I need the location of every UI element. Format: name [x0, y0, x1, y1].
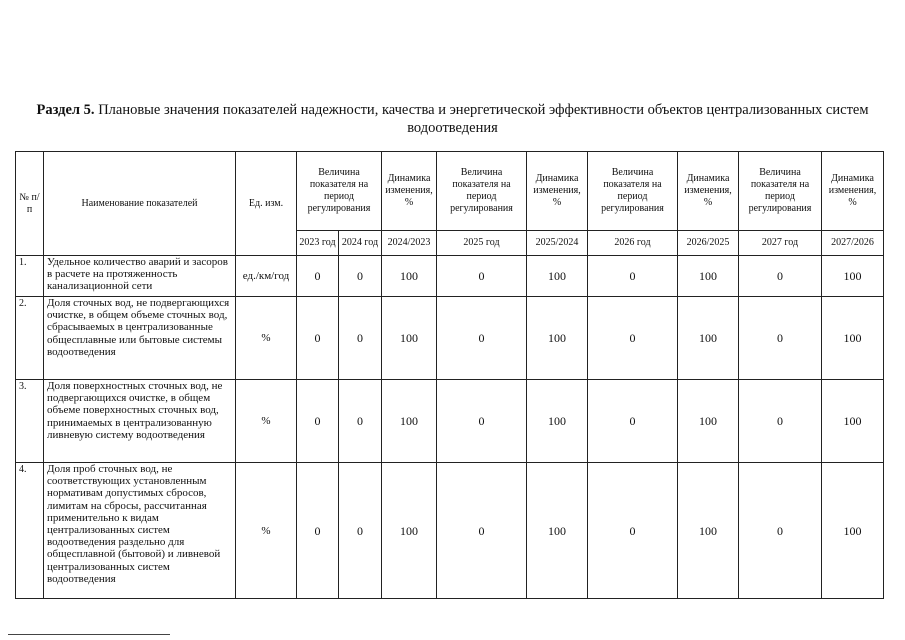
cell-2024-2023: 100	[382, 463, 437, 599]
cell-2025: 0	[437, 380, 527, 463]
cell-2024-2023: 100	[382, 256, 437, 297]
header-value-period-4: Величина показателя на период регулирования	[739, 152, 822, 231]
cell-2023: 0	[297, 256, 339, 297]
row-name: Удельное количество аварий и засоров в расчете на протяженность канализационной сети	[44, 256, 236, 297]
cell-2027-2026: 100	[822, 297, 884, 380]
cell-2024: 0	[339, 297, 382, 380]
cell-2023: 0	[297, 297, 339, 380]
cell-2026-2025: 100	[678, 256, 739, 297]
cell-2023: 0	[297, 380, 339, 463]
row-num: 2.	[16, 297, 44, 380]
header-unit: Ед. изм.	[236, 152, 297, 256]
cell-2026-2025: 100	[678, 380, 739, 463]
cell-2027: 0	[739, 256, 822, 297]
cell-2023: 0	[297, 463, 339, 599]
section-title-label: Раздел 5.	[36, 102, 95, 118]
row-name: Доля проб сточных вод, не соответствующих установленным нормативам допустимых сбросов, лимитам на сбросы, рассчитанная применительно к видам централизованных систем водоотведения раздельно для общесплавной (бытовой) и ливневой централизованных систем водоотведения	[44, 463, 236, 599]
subheader-2026: 2026 год	[588, 231, 678, 256]
section-title-text: Плановые значения показателей надежности, качества и энергетической эффективности объектов централизованных систем водоотведения	[94, 102, 869, 136]
cell-2027: 0	[739, 463, 822, 599]
row-name: Доля поверхностных сточных вод, не подвергающихся очистке, в общем объеме поверхностных сточных вод, принимаемых в централизованную ливневую систему водоотведения	[44, 380, 236, 463]
cell-2027-2026: 100	[822, 463, 884, 599]
subheader-2025-2024: 2025/2024	[527, 231, 588, 256]
row-num: 1.	[16, 256, 44, 297]
cell-2024-2023: 100	[382, 297, 437, 380]
header-dynamics-4: Динамика изменения, %	[822, 152, 884, 231]
cell-2025: 0	[437, 297, 527, 380]
header-value-period-3: Величина показателя на период регулирования	[588, 152, 678, 231]
cell-2025-2024: 100	[527, 256, 588, 297]
subheader-2026-2025: 2026/2025	[678, 231, 739, 256]
header-dynamics-1: Динамика изменения, %	[382, 152, 437, 231]
subheader-2025: 2025 год	[437, 231, 527, 256]
cell-2024: 0	[339, 380, 382, 463]
cell-2026: 0	[588, 463, 678, 599]
header-num: № п/п	[16, 152, 44, 256]
subheader-2024: 2024 год	[339, 231, 382, 256]
cell-2027: 0	[739, 297, 822, 380]
row-num: 3.	[16, 380, 44, 463]
header-dynamics-3: Динамика изменения, %	[678, 152, 739, 231]
subheader-2024-2023: 2024/2023	[382, 231, 437, 256]
row-unit: %	[236, 463, 297, 599]
cell-2026-2025: 100	[678, 463, 739, 599]
table-row	[16, 297, 884, 380]
cell-2024-2023: 100	[382, 380, 437, 463]
header-dynamics-2: Динамика изменения, %	[527, 152, 588, 231]
cell-2027: 0	[739, 380, 822, 463]
table-row	[16, 463, 884, 599]
table-header-row	[16, 152, 884, 231]
row-name: Доля сточных вод, не подвергающихся очистке, в общем объеме сточных вод, сбрасываемых в централизованные общесплавные или бытовые системы водоотведения	[44, 297, 236, 380]
row-unit: %	[236, 297, 297, 380]
cell-2026: 0	[588, 380, 678, 463]
subheader-2027: 2027 год	[739, 231, 822, 256]
subheader-2023: 2023 год	[297, 231, 339, 256]
cell-2025-2024: 100	[527, 297, 588, 380]
cell-2025-2024: 100	[527, 463, 588, 599]
cell-2026-2025: 100	[678, 297, 739, 380]
footnote-divider	[8, 634, 170, 635]
cell-2024: 0	[339, 463, 382, 599]
cell-2025-2024: 100	[527, 380, 588, 463]
cell-2024: 0	[339, 256, 382, 297]
indicators-table	[15, 151, 884, 599]
table-row	[16, 380, 884, 463]
header-name: Наименование показателей	[44, 152, 236, 256]
cell-2026: 0	[588, 256, 678, 297]
cell-2026: 0	[588, 297, 678, 380]
subheader-2027-2026: 2027/2026	[822, 231, 884, 256]
cell-2025: 0	[437, 256, 527, 297]
header-value-period-1: Величина показателя на период регулирования	[297, 152, 382, 231]
section-title	[20, 101, 885, 137]
row-num: 4.	[16, 463, 44, 599]
row-unit: %	[236, 380, 297, 463]
header-value-period-2: Величина показателя на период регулирования	[437, 152, 527, 231]
row-unit: ед./км/год	[236, 256, 297, 297]
cell-2025: 0	[437, 463, 527, 599]
cell-2027-2026: 100	[822, 380, 884, 463]
cell-2027-2026: 100	[822, 256, 884, 297]
table-row	[16, 256, 884, 297]
